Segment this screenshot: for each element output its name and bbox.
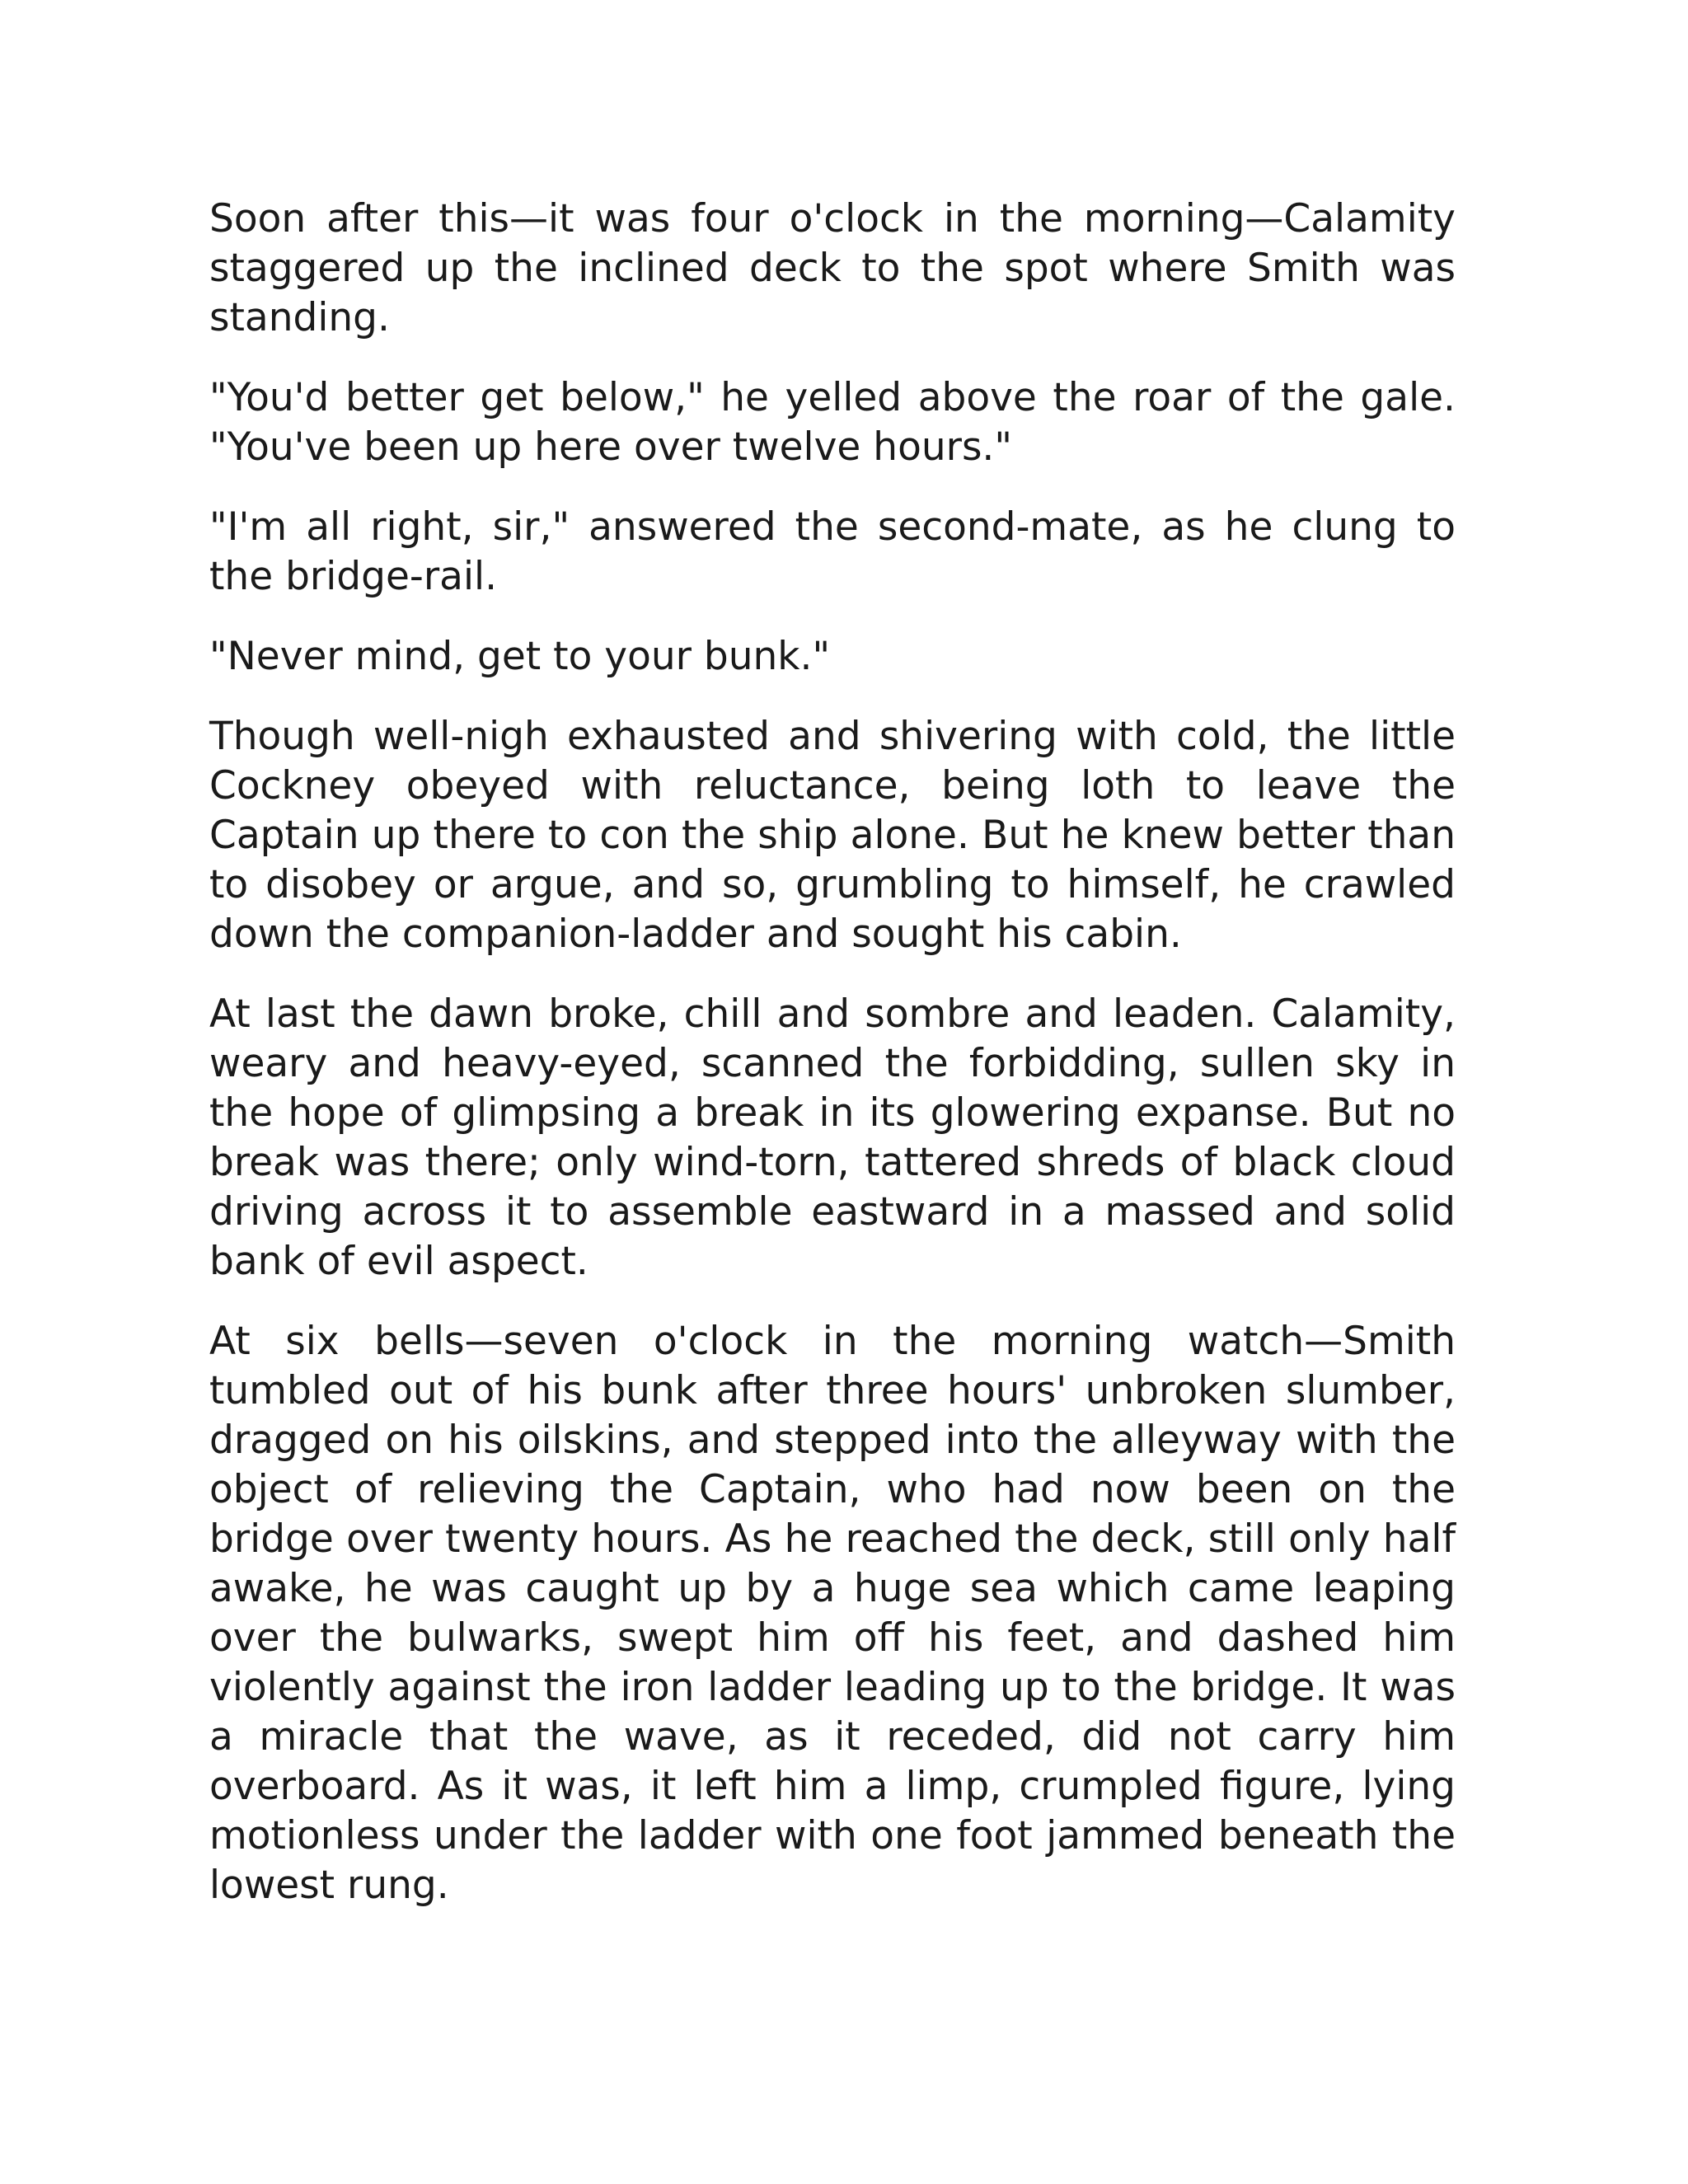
paragraph-6: At last the dawn broke, chill and sombre and leaden. Calamity, weary and heavy-eyed, scanned the forbidding, sullen sky in the hope of glimpsing a break in its glowering expanse. But no break was there; only wind-torn, tattered shreds of black cloud driving across it to assemble eastward in a massed and solid bank of evil aspect. <box>209 991 1456 1284</box>
paragraph-4: "Never mind, get to your bunk." <box>209 634 831 679</box>
paragraph-5: Though well-nigh exhausted and shivering with cold, the little Cockney obeyed with reluctance, being loth to leave the Captain up there to con the ship alone. But he knew better than to disobey or argue, and so, grumbling to himself, he crawled down the companion-ladder and sought his cabin. <box>209 714 1456 957</box>
paragraph-3: "I'm all right, sir," answered the second-mate, as he clung to the bridge-rail. <box>209 504 1456 599</box>
paragraph-1: Soon after this—it was four o'clock in the morning—Calamity staggered up the inclined deck to the spot where Smith was standing. <box>209 196 1456 340</box>
body-text <box>209 194 1456 1941</box>
paragraph-2: "You'd better get below," he yelled above the roar of the gale. "You've been up here over twelve hours." <box>209 375 1456 470</box>
paragraph-7: At six bells—seven o'clock in the morning watch—Smith tumbled out of his bunk after three hours' unbroken slumber, dragged on his oilskins, and stepped into the alleyway with the object of relieving the Captain, who had now been on the bridge over twenty hours. As he reached the deck, still only half awake, he was caught up by a huge sea which came leaping over the bulwarks, swept him off his feet, and dashed him violently against the iron ladder leading up to the bridge. It was a miracle that the wave, as it receded, did not carry him overboard. As it was, it left him a limp, crumpled figure, lying motionless under the ladder with one foot jammed beneath the lowest rung. <box>209 1319 1456 1908</box>
